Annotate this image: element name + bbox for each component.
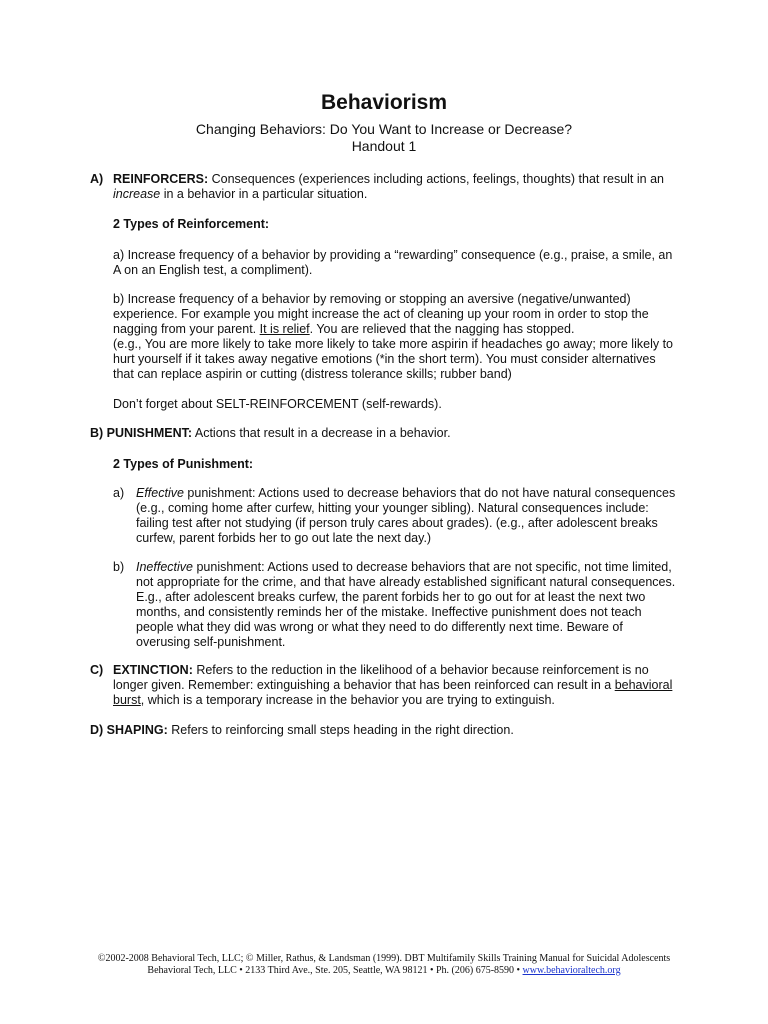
burst-underline: burst [113,693,141,707]
page-title: Behaviorism [320,91,448,114]
relief-underline: It is relief [259,322,310,336]
reinforcement-types-heading: 2 Types of Reinforcement: [113,217,270,231]
footer-contact: Behavioral Tech, LLC • 2133 Third Ave., Ste. 205, Seattle, WA 98121 • Ph. (206) 675-8590 • www.behavioraltech.org [147,965,621,976]
punishment-item-b-marker: b) [113,560,125,574]
self-reinforcement-note: Don’t forget about SELT-REINFORCEMENT (self-rewards). [113,397,442,411]
reinforcement-item-b: b) Increase frequency of a behavior by removing or stopping an aversive (negative/unwanted) experience. For example you might increase the act of cleaning up your room in order to stop the nagging from your parent. It is relief. You are relieved that the nagging has stopped. (e.g., You are more likely to take more likely to take more aspirin if headaches go away; more likely to hurt yourself if it takes away negative emotions (*in the short term). You must consider alternatives that can replace aspirin or cutting (distress tolerance skills; rubber band) [113,292,673,381]
website-link[interactable]: www.behavioraltech.org [522,965,621,976]
punishment-types-heading: 2 Types of Punishment: [113,457,254,471]
section-c-marker: C) [90,663,104,677]
section-c-definition: EXTINCTION: Refers to the reduction in the likelihood of a behavior because reinforcement is no longer given. Remember: extinguishing a behavior that has been reinforced can result in a behavioral burst, which is a temporary increase in the behavior you are trying to extinguish. [113,663,673,707]
punishment-label: B) PUNISHMENT: [90,426,193,440]
extinction-label: EXTINCTION: [113,663,193,677]
punishment-item-a-marker: a) [113,486,125,500]
section-d-definition: D) SHAPING: Refers to reinforcing small steps heading in the right direction. [90,723,514,737]
shaping-label: D) SHAPING: [90,723,168,737]
footer-copyright: ©2002-2008 Behavioral Tech, LLC; © Miller, Rathus, & Landsman (1999). DBT Multifamily Skills Training Manual for Suicidal Adolescents [97,953,671,964]
punishment-item-a: Effective punishment: Actions used to decrease behaviors that do not have natural consequences (e.g., coming home after curfew, hitting your younger sibling). Natural consequences include: failing test after not studying (if person truly cares about grades). (e.g., after adolescent breaks curfew, parent forbids her to go out late the next day.) [136,486,676,545]
increase-emphasis: increase [113,187,161,201]
effective-emphasis: Effective [136,486,184,500]
section-b-definition: B) PUNISHMENT: Actions that result in a decrease in a behavior. [90,426,451,440]
section-a-definition: REINFORCERS: Consequences (experiences including actions, feelings, thoughts) that result in an increase in a behavior in a particular situation. [113,172,664,201]
punishment-item-b: Ineffective punishment: Actions used to decrease behaviors that are not specific, not time limited, not appropriate for the crime, and that have already established significant natural consequences. E.g., after adolescent breaks curfew, the parent forbids her to go out for at least the next two months, and consistently reminds her of the mistake. Ineffective punishment does not teach people what they did was wrong or what they need to do differently next time. Beware of overusing self-punishment. [136,560,676,649]
reinforcers-label: REINFORCERS: [113,172,209,186]
section-a-marker: A) [90,172,104,186]
reinforcement-item-a: a) Increase frequency of a behavior by providing a “rewarding” consequence (e.g., praise, a smile, an A on an English test, a compliment). [113,248,673,277]
ineffective-emphasis: Ineffective [136,560,193,574]
page-subtitle: Changing Behaviors: Do You Want to Increase or Decrease? [195,121,573,137]
handout-number: Handout 1 [351,138,417,154]
